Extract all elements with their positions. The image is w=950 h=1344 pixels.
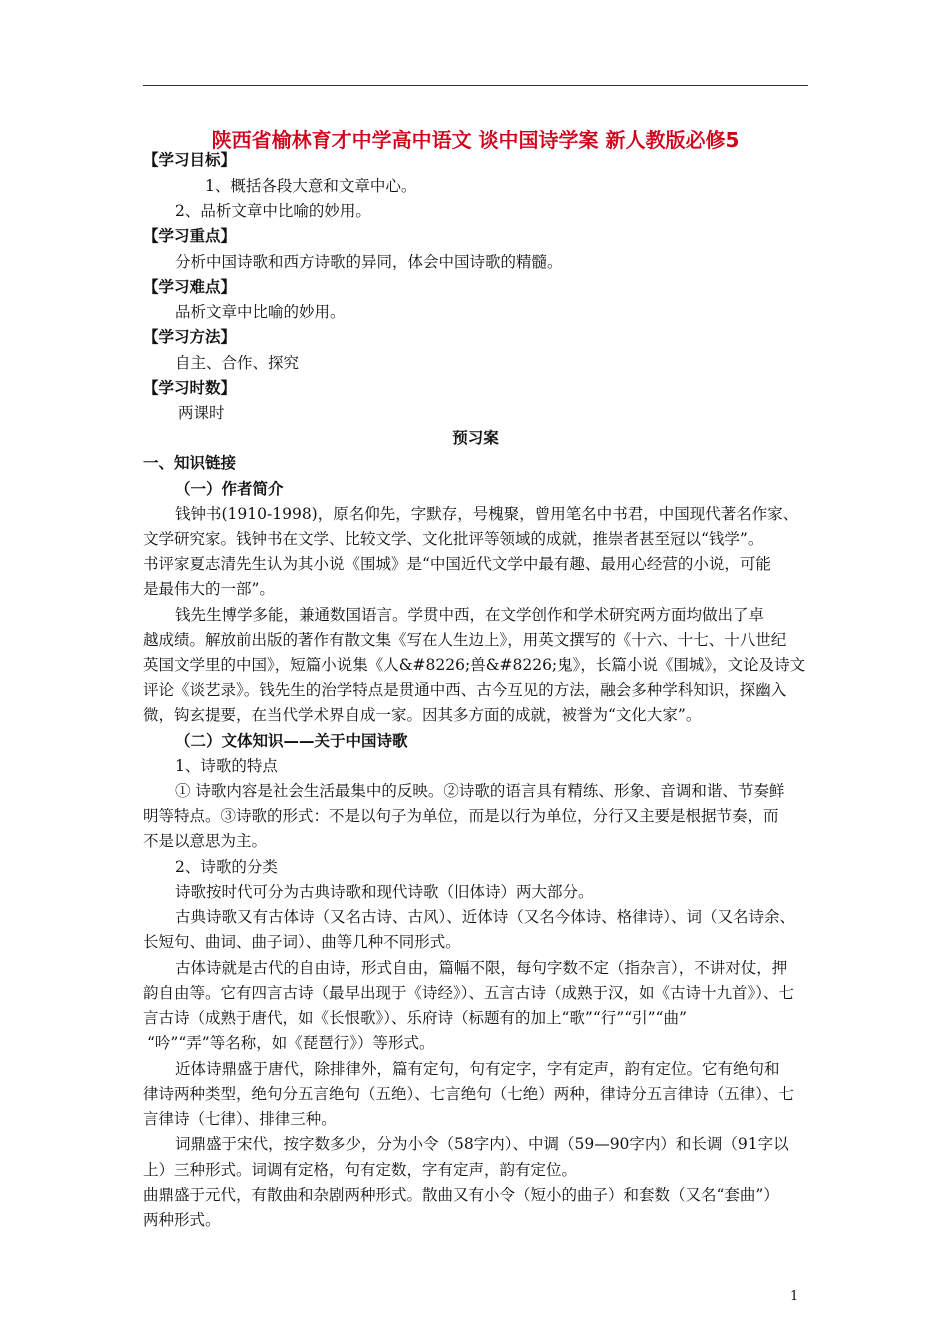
difficulties-text: 品析文章中比喻的妙用。 <box>175 303 346 321</box>
ci-line: 上）三种形式。词调有定格，句有定数，字有定声，韵有定位。 <box>143 1161 578 1179</box>
features-line: 明等特点。③诗歌的形式：不是以句子为单位，而是以行为单位，分行又主要是根据节奏，而 <box>143 807 779 825</box>
subheading-poetry-features: 1、诗歌的特点 <box>175 757 278 775</box>
heading-difficulties: 【学习难点】 <box>143 278 237 296</box>
heading-methods: 【学习方法】 <box>143 328 237 346</box>
heading-genre-knowledge: （二）文体知识——关于中国诗歌 <box>175 732 408 750</box>
section-preview: 预习案 <box>452 429 499 447</box>
subheading-poetry-types: 2、诗歌的分类 <box>175 858 278 876</box>
qu-line: 曲鼎盛于元代，有散曲和杂剧两种形式。散曲又有小令（短小的曲子）和套数（又名“套曲”） <box>143 1186 779 1204</box>
methods-text: 自主、合作、探究 <box>175 354 300 372</box>
heading-learning-goals: 【学习目标】 <box>143 151 237 169</box>
goal-1: 1、概括各段大意和文章中心。 <box>205 177 417 195</box>
author-para2-line: 钱先生博学多能，兼通数国语言。学贯中西，在文学创作和学术研究两方面均做出了卓 <box>175 606 765 624</box>
types-line: 诗歌按时代可分为古典诗歌和现代诗歌（旧体诗）两大部分。 <box>175 883 594 901</box>
author-para-line: 书评家夏志清先生认为其小说《围城》是“中国近代文学中最有趣、最用心经营的小说，可能 <box>143 555 771 573</box>
classical-line: 长短句、曲词、曲子词）、曲等几种不同形式。 <box>143 933 461 951</box>
goal-2: 2、品析文章中比喻的妙用。 <box>175 202 371 220</box>
modern-style-line: 近体诗鼎盛于唐代，除排律外，篇有定句，句有定字，字有定声，韵有定位。它有绝句和 <box>175 1060 780 1078</box>
header-rule <box>143 85 808 86</box>
modern-style-line: 言律诗（七律）、排律三种。 <box>143 1110 337 1128</box>
classical-line: 古典诗歌又有古体诗（又名古诗、古风）、近体诗（又名今体诗、格律诗）、词（又名诗余、 <box>175 908 796 926</box>
heading-key-points: 【学习重点】 <box>143 227 237 245</box>
author-para2-line: 评论《谈艺录》。钱先生的治学特点是贯通中西、古今互见的方法，融会多种学科知识，探幽入 <box>143 681 787 699</box>
page-number: 1 <box>790 1289 799 1304</box>
author-para2-line: 越成绩。解放前出版的著作有散文集《写在人生边上》，用英文撰写的《十六、十七、十八世纪 <box>143 631 787 649</box>
heading-knowledge-link: 一、知识链接 <box>143 454 237 472</box>
modern-style-line: 律诗两种类型，绝句分五言绝句（五绝）、七言绝句（七绝）两种，律诗分五言律诗（五律）、七 <box>143 1085 795 1103</box>
ancient-style-line: 韵自由等。它有四言古诗（最早出现于《诗经》）、五言古诗（成熟于汉，如《古诗十九首》）、七 <box>143 984 795 1002</box>
features-line: ① 诗歌内容是社会生活最集中的反映。②诗歌的语言具有精练、形象、音调和谐、节奏鲜 <box>175 782 785 800</box>
author-para-line: 文学研究家。钱钟书在文学、比较文学、文化批评等领域的成就，推崇者甚至冠以“钱学”。 <box>143 530 764 548</box>
ancient-style-line: “吟”“弄”等名称，如《琵琶行》）等形式。 <box>147 1034 435 1052</box>
author-para2-line: 英国文学里的中国》，短篇小说集《人&#8226;兽&#8226;鬼》，长篇小说《围城》，文论及诗文 <box>143 656 806 674</box>
qu-line: 两种形式。 <box>143 1211 221 1229</box>
document-title: 陕西省榆林育才中学高中语文 谈中国诗学案 新人教版必修5 <box>211 128 740 152</box>
heading-author-intro: （一）作者简介 <box>175 480 284 498</box>
features-line: 不是以意思为主。 <box>143 832 268 850</box>
hours-text: 两课时 <box>178 404 225 422</box>
author-para-line: 钱钟书(1910-1998)，原名仰先，字默存，号槐聚，曾用笔名中书君，中国现代著名作家、 <box>175 505 799 523</box>
heading-hours: 【学习时数】 <box>143 379 237 397</box>
key-points-text: 分析中国诗歌和西方诗歌的异同，体会中国诗歌的精髓。 <box>175 253 563 271</box>
ci-line: 词鼎盛于宋代，按字数多少，分为小令（58字内）、中调（59—90字内）和长调（91字以 <box>175 1135 789 1153</box>
ancient-style-line: 言古诗（成熟于唐代，如《长恨歌》）、乐府诗（标题有的加上“歌”“行”“引”“曲” <box>143 1009 687 1027</box>
author-para2-line: 微，钩玄提要，在当代学术界自成一家。因其多方面的成就，被誉为“文化大家”。 <box>143 706 702 724</box>
author-para-line: 是最伟大的一部”。 <box>143 580 275 598</box>
ancient-style-line: 古体诗就是古代的自由诗，形式自由，篇幅不限，每句字数不定（指杂言），不讲对仗，押 <box>175 959 788 977</box>
